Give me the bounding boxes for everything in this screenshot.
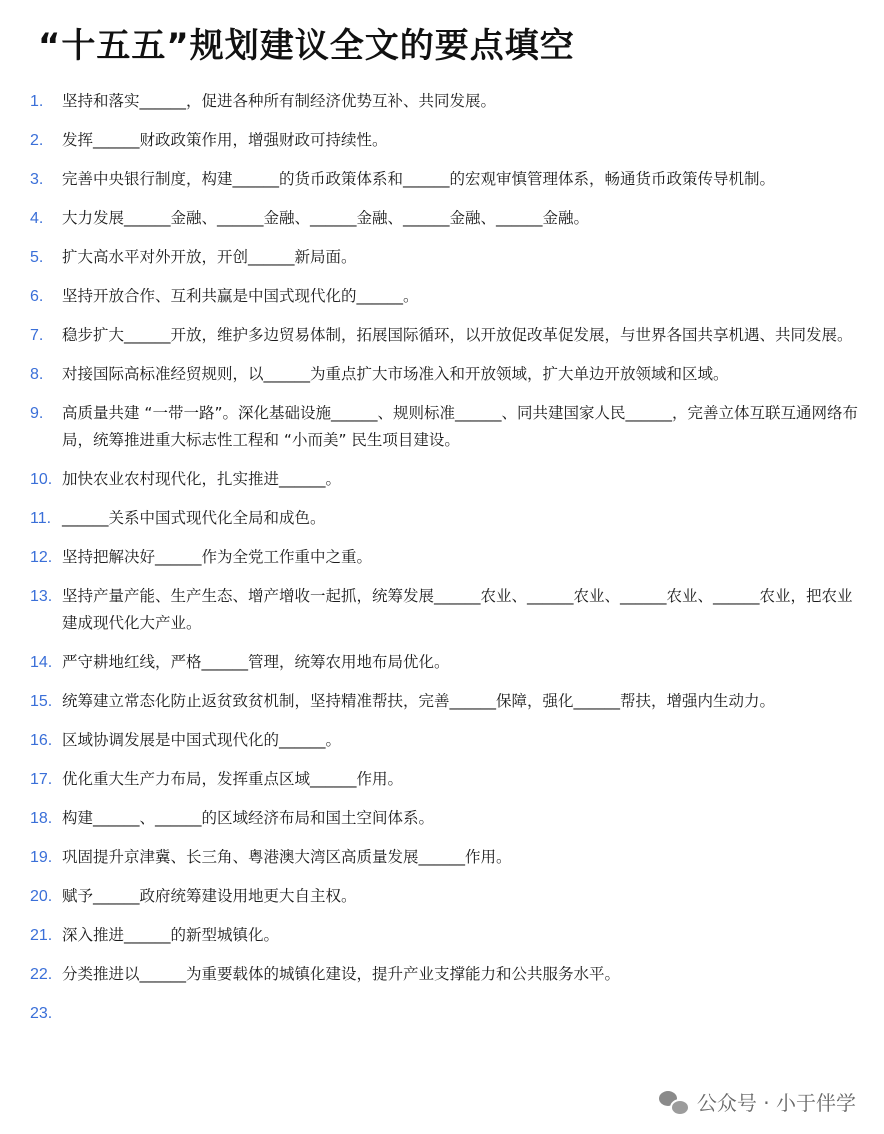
- list-item: [30, 466, 862, 493]
- item-number: 3.: [30, 171, 44, 188]
- item-number: 17.: [30, 771, 53, 788]
- list-item: [30, 583, 862, 637]
- list-item: [30, 400, 862, 454]
- list-item: [30, 649, 862, 676]
- list-item: [30, 961, 862, 988]
- item-number: 5.: [30, 249, 44, 266]
- item-text: 构建______、______的区域经济布局和国土空间体系。: [62, 809, 435, 827]
- item-text: 坚持把解决好______作为全党工作重中之重。: [62, 548, 373, 566]
- item-number: 22.: [30, 966, 53, 983]
- item-text: ______关系中国式现代化全局和成色。: [62, 509, 326, 527]
- question-list: [30, 88, 862, 1022]
- item-text: 区域协调发展是中国式现代化的______。: [62, 731, 342, 749]
- list-item: [30, 727, 862, 754]
- list-item: [30, 88, 862, 115]
- watermark: [659, 1087, 856, 1116]
- list-item: [30, 205, 862, 232]
- item-text: 巩固提升京津冀、长三角、粤港澳大湾区高质量发展______作用。: [62, 848, 512, 866]
- item-number: 11.: [30, 510, 52, 527]
- item-number: 9.: [30, 405, 44, 422]
- item-number: 6.: [30, 288, 44, 305]
- item-text: 大力发展______金融、______金融、______金融、______金融、______金融。: [62, 209, 590, 227]
- list-item: [30, 844, 862, 871]
- item-number: 7.: [30, 327, 44, 344]
- item-number: 20.: [30, 888, 53, 905]
- item-number: 15.: [30, 693, 53, 710]
- item-number: 21.: [30, 927, 53, 944]
- item-text: 稳步扩大______开放，维护多边贸易体制，拓展国际循环，以开放促改革促发展，与世界各国共享机遇、共同发展。: [62, 326, 853, 344]
- item-number: 18.: [30, 810, 53, 827]
- item-number: 10.: [30, 471, 53, 488]
- item-text: 深入推进______的新型城镇化。: [62, 926, 280, 944]
- item-text: 统筹建立常态化防止返贫致贫机制，坚持精准帮扶，完善______保障，强化______帮扶，增强内生动力。: [62, 692, 776, 710]
- item-number: 2.: [30, 132, 44, 149]
- item-number: 23.: [30, 1005, 53, 1022]
- item-number: 14.: [30, 654, 53, 671]
- list-item: [30, 766, 862, 793]
- item-text: 严守耕地红线，严格______管理，统筹农用地布局优化。: [62, 653, 450, 671]
- list-item: [30, 883, 862, 910]
- item-text: 坚持产量产能、生产生态、增产增收一起抓，统筹发展______农业、______农业、______农业、______农业，把农业建成现代化大产业。: [62, 587, 853, 632]
- item-text: 优化重大生产力布局，发挥重点区域______作用。: [62, 770, 404, 788]
- list-item: [30, 505, 862, 532]
- item-text: 加快农业农村现代化，扎实推进______。: [62, 470, 342, 488]
- list-item: [30, 127, 862, 154]
- item-text: 完善中央银行制度，构建______的货币政策体系和______的宏观审慎管理体系，畅通货币政策传导机制。: [62, 170, 776, 188]
- wechat-icon: [659, 1089, 689, 1115]
- item-number: 4.: [30, 210, 44, 227]
- item-number: 16.: [30, 732, 53, 749]
- list-item: [30, 166, 862, 193]
- page-title: “十五五”规划建议全文的要点填空: [38, 26, 575, 66]
- item-text: 发挥______财政政策作用，增强财政可持续性。: [62, 131, 388, 149]
- item-text: 分类推进以______为重要载体的城镇化建设，提升产业支撑能力和公共服务水平。: [62, 965, 621, 983]
- item-text: 坚持和落实______，促进各种所有制经济优势互补、共同发展。: [62, 92, 497, 110]
- list-item: [30, 544, 862, 571]
- list-item: [30, 922, 862, 949]
- list-item: [30, 688, 862, 715]
- item-number: 8.: [30, 366, 44, 383]
- item-text: 赋予______政府统筹建设用地更大自主权。: [62, 887, 357, 905]
- item-text: 高质量共建 “一带一路”。深化基础设施______、规则标准______、同共建国家人民______，完善立体互联互通网络布局，统筹推进重大标志性工程和 “小而美” 民生项目建设。: [62, 404, 858, 449]
- item-text: 坚持开放合作、互利共赢是中国式现代化的______。: [62, 287, 419, 305]
- list-item: [30, 322, 862, 349]
- list-item: [30, 244, 862, 271]
- list-item: [30, 805, 862, 832]
- item-number: 19.: [30, 849, 53, 866]
- item-number: 12.: [30, 549, 53, 566]
- item-text: 对接国际高标准经贸规则，以______为重点扩大市场准入和开放领域，扩大单边开放领域和区域。: [62, 365, 729, 383]
- item-number: 1.: [30, 93, 44, 110]
- list-item: [30, 361, 862, 388]
- item-number: 13.: [30, 588, 53, 605]
- list-item: [30, 283, 862, 310]
- item-text: 扩大高水平对外开放，开创______新局面。: [62, 248, 357, 266]
- watermark-text: 公众号 · 小于伴学: [696, 1091, 856, 1115]
